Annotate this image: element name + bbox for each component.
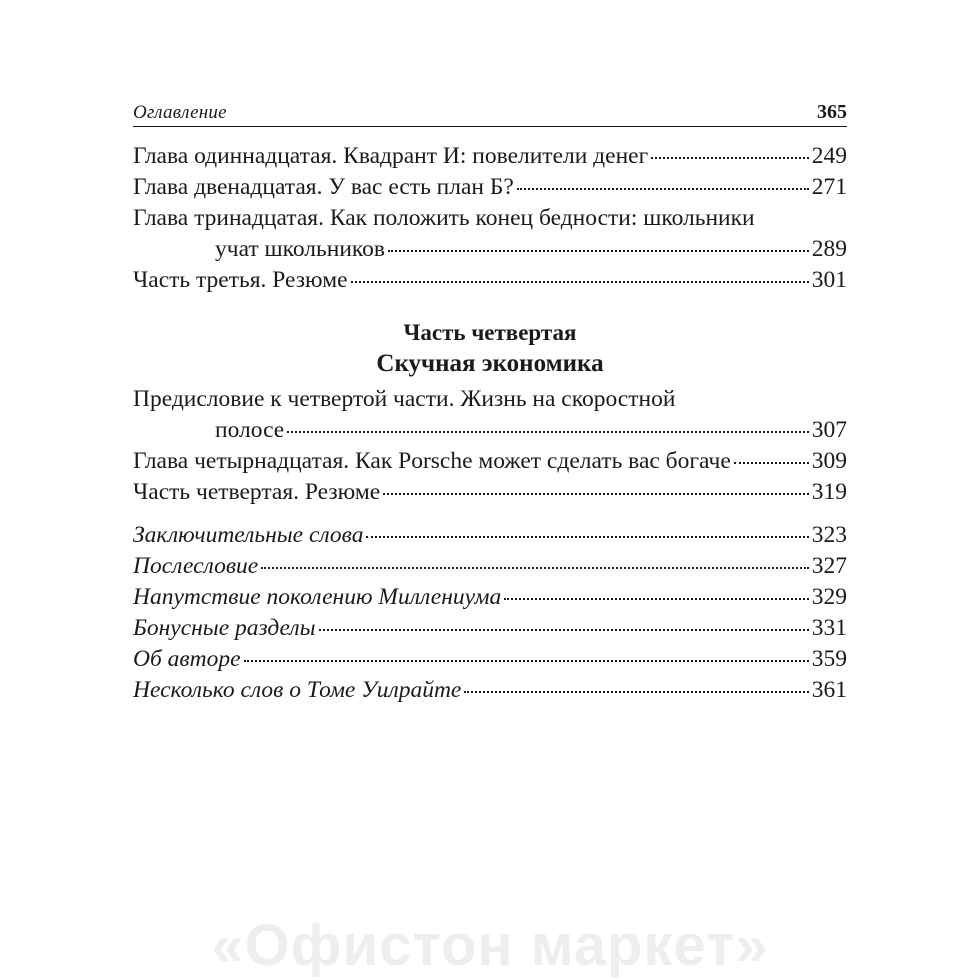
toc-entry-page: 289 <box>811 236 847 262</box>
toc-entry-page: 271 <box>811 174 847 200</box>
dot-leader <box>261 547 809 569</box>
toc-entry <box>133 384 847 446</box>
part-title: Скучная экономика <box>376 350 604 377</box>
toc-page <box>133 100 847 706</box>
running-header-page-number: 365 <box>817 101 847 123</box>
toc-entry-title-line-2: учат школьников <box>215 236 385 262</box>
toc-entry-title: Об авторе <box>133 646 241 672</box>
toc-entry <box>133 203 847 265</box>
watermark: «Офистон маркет» <box>211 913 769 978</box>
toc-entry-title-line-1: Предисловие к четвертой части. Жизнь на скоростной <box>133 386 676 412</box>
toc-entry-title-line-1: Глава тринадцатая. Как положить конец бедности: школьники <box>133 205 755 231</box>
toc-entry-page: 323 <box>811 522 847 548</box>
dot-leader <box>734 442 809 464</box>
toc-entry-page: 319 <box>811 479 847 505</box>
dot-leader <box>244 640 809 662</box>
toc-entry-page: 309 <box>811 448 847 474</box>
toc-entry-title: Напутствие поколению Миллениума <box>133 584 502 610</box>
toc-entry-title-line-2: полосе <box>215 417 285 443</box>
running-header-title: Оглавление <box>133 102 227 123</box>
part-heading <box>133 318 847 380</box>
dot-leader <box>388 230 809 252</box>
toc-entry-page: 301 <box>811 267 847 293</box>
toc-entry-page: 329 <box>811 584 847 610</box>
dot-leader <box>287 411 809 433</box>
toc-entry-page: 359 <box>811 646 847 672</box>
toc-entry <box>133 172 847 203</box>
toc-entry <box>133 477 847 508</box>
toc-entry-title: Глава четырнадцатая. Как Porsche может сделать вас богаче <box>133 448 731 474</box>
dot-leader <box>464 671 808 693</box>
dot-leader <box>651 137 809 159</box>
toc-entry-title: Послесловие <box>133 553 259 579</box>
toc-entry-page: 361 <box>811 677 847 703</box>
dot-leader <box>517 168 809 190</box>
dot-leader <box>504 578 809 600</box>
toc-entry-page: 331 <box>811 615 847 641</box>
part-label: Часть четвертая <box>403 320 577 345</box>
toc-entry-page: 249 <box>811 143 847 169</box>
toc-entry-page: 327 <box>811 553 847 579</box>
dot-leader <box>319 609 809 631</box>
dot-leader <box>351 261 809 283</box>
toc-entry-title: Несколько слов о Томе Уилрайте <box>133 677 462 703</box>
toc-entry-title: Бонусные разделы <box>133 615 316 641</box>
dot-leader <box>366 516 808 538</box>
toc-entry-title: Часть четвертая. Резюме <box>133 479 381 505</box>
toc-entry-title: Часть третья. Резюме <box>133 267 348 293</box>
toc-entry <box>133 265 847 296</box>
running-header <box>133 100 847 127</box>
dot-leader <box>383 473 809 495</box>
toc-entry <box>133 675 847 706</box>
toc-entry-title: Глава двенадцатая. У вас есть план Б? <box>133 174 514 200</box>
toc-entry-title: Глава одиннадцатая. Квадрант И: повелители денег <box>133 143 649 169</box>
toc-entry-title: Заключительные слова <box>133 522 364 548</box>
toc-entry-page: 307 <box>811 417 847 443</box>
